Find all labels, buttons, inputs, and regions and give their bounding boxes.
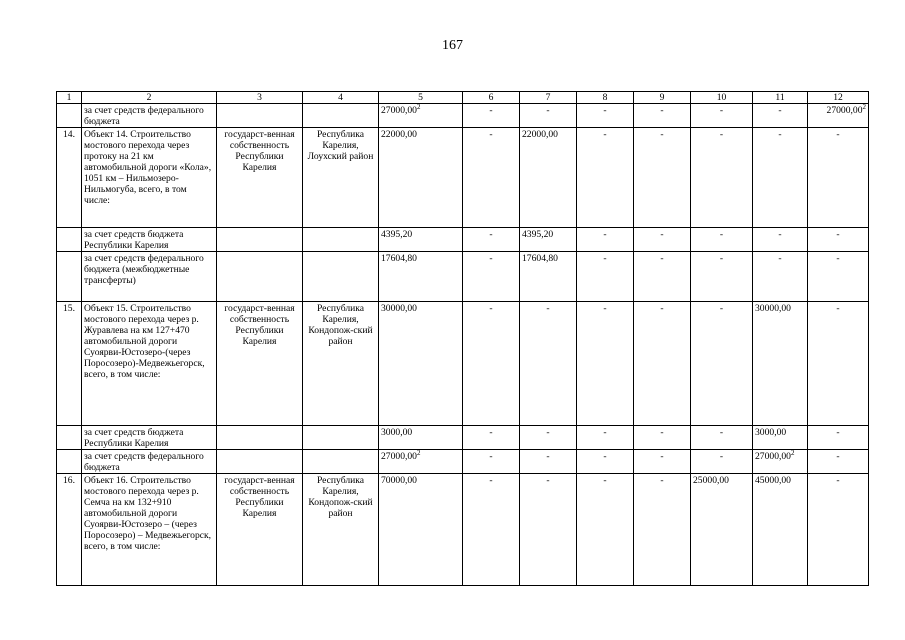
amount-col-11 xyxy=(753,450,808,474)
row-number-text: 15. xyxy=(63,303,75,314)
amount-col-11-text: 27000,00 xyxy=(755,451,791,462)
column-number: 6 xyxy=(463,92,520,104)
row-number xyxy=(57,128,82,228)
amount-col-12 xyxy=(808,128,869,228)
page-number: 167 xyxy=(442,38,463,53)
table-row xyxy=(57,302,869,426)
amount-total xyxy=(379,252,463,302)
location xyxy=(303,252,379,302)
amount-col-12-text: - xyxy=(836,475,840,486)
amount-col-10 xyxy=(691,128,753,228)
column-number: 4 xyxy=(303,92,379,104)
location xyxy=(303,228,379,252)
amount-col-12 xyxy=(808,450,869,474)
amount-col-8-text: - xyxy=(603,229,607,240)
amount-col-7 xyxy=(520,474,577,586)
amount-col-9-text: - xyxy=(660,105,664,116)
location xyxy=(303,474,379,586)
amount-col-12-text: 27000,00 xyxy=(826,105,863,116)
amount-col-11 xyxy=(753,228,808,252)
amount-col-9-text: - xyxy=(660,303,664,314)
amount-col-8 xyxy=(577,252,634,302)
amount-col-9-text: - xyxy=(660,229,664,240)
amount-col-11-text: 45000,00 xyxy=(755,475,791,486)
amount-col-7-text: - xyxy=(546,451,550,462)
amount-col-11-text: - xyxy=(778,253,782,264)
amount-col-11-text: 30000,00 xyxy=(755,303,791,314)
amount-col-10 xyxy=(691,252,753,302)
amount-col-12 xyxy=(808,252,869,302)
amount-col-9 xyxy=(634,450,691,474)
budget-table xyxy=(56,91,869,586)
row-number xyxy=(57,474,82,586)
location xyxy=(303,302,379,426)
amount-col-9-text: - xyxy=(660,253,664,264)
amount-col-7-text: - xyxy=(546,427,550,438)
amount-col-8 xyxy=(577,450,634,474)
amount-total-text: 3000,00 xyxy=(381,427,413,438)
row-number xyxy=(57,228,82,252)
amount-col-11-text: - xyxy=(778,229,782,240)
amount-col-8-text: - xyxy=(603,129,607,140)
column-number: 10 xyxy=(691,92,753,104)
amount-total-text: 30000,00 xyxy=(381,303,417,314)
amount-col-7-text: 17604,80 xyxy=(522,253,558,264)
column-number: 3 xyxy=(217,92,303,104)
amount-col-12-text: - xyxy=(836,303,840,314)
amount-col-11 xyxy=(753,426,808,450)
amount-total xyxy=(379,104,463,128)
amount-col-7 xyxy=(520,128,577,228)
ownership-text: государст-венная собственность Республики Карелия xyxy=(224,475,295,519)
row-number xyxy=(57,252,82,302)
amount-col-12 xyxy=(808,474,869,586)
amount-col-9 xyxy=(634,426,691,450)
amount-col-6 xyxy=(463,450,520,474)
amount-col-12 xyxy=(808,302,869,426)
amount-col-10-text: 25000,00 xyxy=(693,475,729,486)
location-text: Республика Карелия, Лоухский район xyxy=(307,129,374,162)
item-description xyxy=(82,426,217,450)
amount-col-10 xyxy=(691,104,753,128)
amount-col-7 xyxy=(520,252,577,302)
item-description-text: Объект 14. Строительство мостового перехода через протоку на 21 км автомобильной дороги «Кола», 1051 км – Нильмозеро-Нильмогуба, всего, в том числе: xyxy=(84,129,212,206)
amount-col-10-text: - xyxy=(719,451,724,462)
ownership-text: государст-венная собственность Республики Карелия xyxy=(224,303,295,347)
location xyxy=(303,128,379,228)
amount-col-8-text: - xyxy=(603,253,607,264)
amount-col-10-text: - xyxy=(719,105,724,116)
amount-col-9 xyxy=(634,252,691,302)
amount-col-12-text: - xyxy=(836,451,840,462)
ownership xyxy=(217,104,303,128)
item-description xyxy=(82,228,217,252)
amount-col-7 xyxy=(520,228,577,252)
amount-col-11-text: 3000,00 xyxy=(755,427,787,438)
amount-col-7-text: - xyxy=(546,303,550,314)
amount-col-8 xyxy=(577,474,634,586)
ownership xyxy=(217,474,303,586)
amount-col-11 xyxy=(753,128,808,228)
row-number xyxy=(57,302,82,426)
item-description xyxy=(82,252,217,302)
ownership-text: государст-венная собственность Республики Карелия xyxy=(224,129,295,173)
footnote-mark: 2 xyxy=(416,103,421,111)
amount-col-8 xyxy=(577,128,634,228)
amount-col-6-text: - xyxy=(489,475,493,486)
ownership xyxy=(217,302,303,426)
footnote-mark: 2 xyxy=(862,103,866,111)
amount-col-9 xyxy=(634,128,691,228)
amount-total xyxy=(379,128,463,228)
amount-col-10 xyxy=(691,426,753,450)
amount-col-7-text: - xyxy=(546,105,550,116)
column-number: 11 xyxy=(753,92,808,104)
item-description xyxy=(82,128,217,228)
amount-col-7-text: - xyxy=(546,475,550,486)
location xyxy=(303,426,379,450)
amount-col-12-text: - xyxy=(836,253,840,264)
amount-col-6 xyxy=(463,104,520,128)
amount-col-6-text: - xyxy=(489,253,493,264)
table-row xyxy=(57,104,869,128)
amount-total-text: 27000,00 xyxy=(381,451,417,462)
amount-col-10 xyxy=(691,450,753,474)
table-row xyxy=(57,228,869,252)
amount-col-8-text: - xyxy=(603,303,607,314)
amount-col-8-text: - xyxy=(603,427,607,438)
column-number: 1 xyxy=(57,92,82,104)
column-number: 9 xyxy=(634,92,691,104)
amount-col-9-text: - xyxy=(660,129,664,140)
amount-col-9-text: - xyxy=(660,475,664,486)
item-description-text: за счет средств федерального бюджета xyxy=(84,451,204,473)
ownership xyxy=(217,228,303,252)
item-description-text: за счет средств бюджета Республики Карелия xyxy=(84,427,184,449)
amount-col-8 xyxy=(577,426,634,450)
table-row xyxy=(57,474,869,586)
amount-col-9 xyxy=(634,474,691,586)
amount-col-7 xyxy=(520,302,577,426)
column-number: 12 xyxy=(808,92,869,104)
amount-col-6 xyxy=(463,302,520,426)
amount-total xyxy=(379,474,463,586)
amount-col-6-text: - xyxy=(489,451,493,462)
table-row xyxy=(57,450,869,474)
column-number: 8 xyxy=(577,92,634,104)
amount-col-10 xyxy=(691,474,753,586)
amount-col-12 xyxy=(808,228,869,252)
amount-col-7-text: 22000,00 xyxy=(522,129,558,140)
footnote-mark: 2 xyxy=(790,449,795,457)
amount-col-11 xyxy=(753,252,808,302)
amount-col-12 xyxy=(808,426,869,450)
amount-col-11-text: - xyxy=(778,105,782,116)
amount-col-8 xyxy=(577,104,634,128)
amount-col-6-text: - xyxy=(489,129,493,140)
amount-total xyxy=(379,450,463,474)
item-description xyxy=(82,104,217,128)
amount-col-8-text: - xyxy=(603,475,607,486)
amount-col-6 xyxy=(463,474,520,586)
amount-col-9 xyxy=(634,104,691,128)
amount-col-8-text: - xyxy=(603,451,607,462)
amount-col-6-text: - xyxy=(489,303,493,314)
amount-col-6-text: - xyxy=(489,427,493,438)
amount-col-6 xyxy=(463,228,520,252)
location-text: Республика Карелия, Кондопож-ский район xyxy=(308,475,373,519)
amount-col-7 xyxy=(520,104,577,128)
amount-total-text: 70000,00 xyxy=(381,475,417,486)
amount-col-10 xyxy=(691,302,753,426)
item-description-text: Объект 15. Строительство мостового перехода через р. Журавлева на км 127+470 автомобильной дороги Суоярви-Юстозеро-(через Поросозеро)-Медвежьегорск, всего, в том числе: xyxy=(84,303,205,380)
amount-col-9-text: - xyxy=(660,427,664,438)
amount-col-12-text: - xyxy=(836,129,840,140)
item-description-text: Объект 16. Строительство мостового перехода через р. Семча на км 132+910 автомобильной дороги Суоярви-Юстозеро – (через Поросозеро) – Медвежьегорск, всего, в том числе: xyxy=(84,475,212,552)
row-number xyxy=(57,104,82,128)
amount-col-6-text: - xyxy=(489,105,493,116)
amount-col-11 xyxy=(753,104,808,128)
ownership xyxy=(217,450,303,474)
column-number: 2 xyxy=(82,92,217,104)
amount-col-6 xyxy=(463,252,520,302)
footnote-mark: 2 xyxy=(416,449,421,457)
amount-col-8-text: - xyxy=(603,105,607,116)
amount-col-10-text: - xyxy=(719,253,724,264)
ownership xyxy=(217,252,303,302)
row-number xyxy=(57,450,82,474)
amount-col-10-text: - xyxy=(719,427,724,438)
amount-col-10-text: - xyxy=(719,229,724,240)
amount-col-12 xyxy=(808,104,869,128)
amount-col-10 xyxy=(691,228,753,252)
amount-col-6-text: - xyxy=(489,229,493,240)
amount-col-8 xyxy=(577,302,634,426)
amount-col-9 xyxy=(634,302,691,426)
amount-col-9-text: - xyxy=(660,451,664,462)
amount-col-7 xyxy=(520,426,577,450)
amount-col-11-text: - xyxy=(778,129,782,140)
column-number: 7 xyxy=(520,92,577,104)
amount-col-9 xyxy=(634,228,691,252)
amount-col-12-text: - xyxy=(836,229,840,240)
item-description xyxy=(82,450,217,474)
amount-col-11 xyxy=(753,474,808,586)
amount-total xyxy=(379,426,463,450)
table-row xyxy=(57,426,869,450)
location xyxy=(303,450,379,474)
amount-total-text: 17604,80 xyxy=(381,253,417,264)
amount-total xyxy=(379,228,463,252)
amount-col-11 xyxy=(753,302,808,426)
column-number-row xyxy=(57,92,869,104)
amount-col-12-text: - xyxy=(836,427,840,438)
amount-total-text: 22000,00 xyxy=(381,129,417,140)
amount-col-8 xyxy=(577,228,634,252)
amount-col-10-text: - xyxy=(719,129,724,140)
amount-col-6 xyxy=(463,128,520,228)
amount-total-text: 4395,20 xyxy=(381,229,413,240)
row-number-text: 14. xyxy=(63,129,75,140)
item-description-text: за счет средств бюджета Республики Карелия xyxy=(84,229,184,251)
amount-col-6 xyxy=(463,426,520,450)
location xyxy=(303,104,379,128)
item-description-text: за счет средств федерального бюджета xyxy=(84,105,204,127)
amount-col-10-text: - xyxy=(719,303,724,314)
amount-total-text: 27000,00 xyxy=(381,105,417,116)
ownership xyxy=(217,426,303,450)
amount-col-7 xyxy=(520,450,577,474)
row-number-text: 16. xyxy=(63,475,75,486)
amount-total xyxy=(379,302,463,426)
location-text: Республика Карелия, Кондопож-ский район xyxy=(308,303,373,347)
row-number xyxy=(57,426,82,450)
ownership xyxy=(217,128,303,228)
table-row xyxy=(57,128,869,228)
item-description xyxy=(82,302,217,426)
column-number: 5 xyxy=(379,92,463,104)
table-row xyxy=(57,252,869,302)
item-description xyxy=(82,474,217,586)
amount-col-7-text: 4395,20 xyxy=(522,229,554,240)
item-description-text: за счет средств федерального бюджета (межбюджетные трансферты) xyxy=(84,253,204,286)
